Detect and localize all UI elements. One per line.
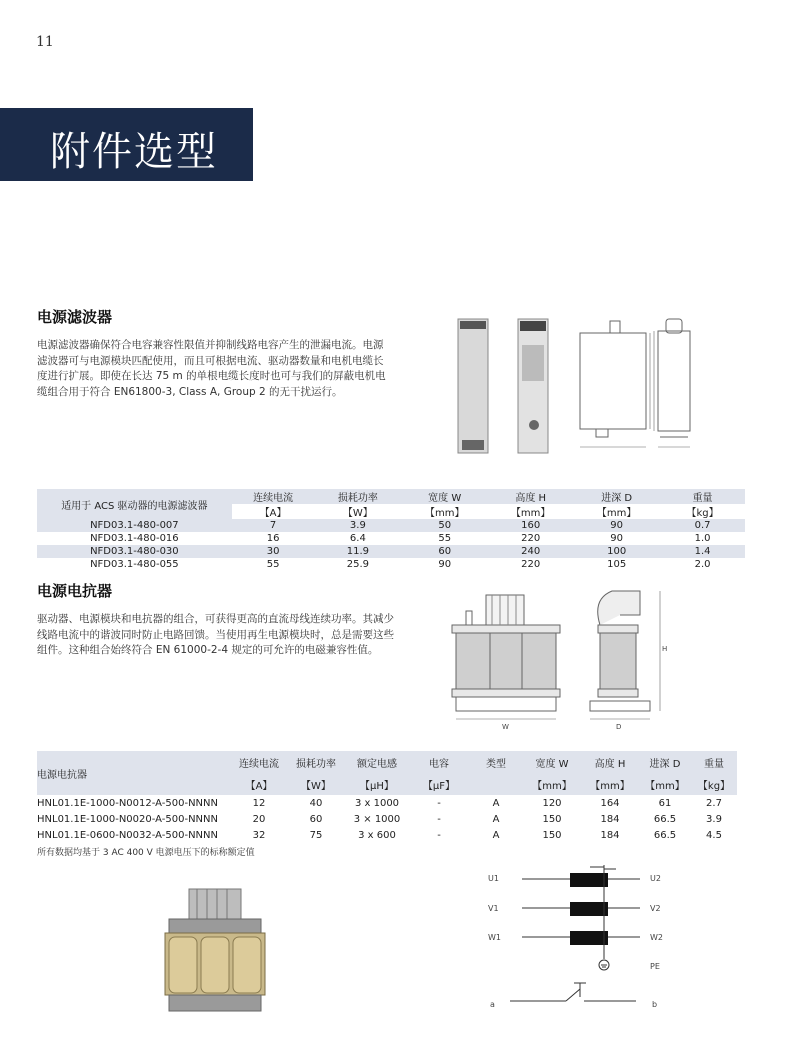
table-cell: 2.0 bbox=[694, 559, 711, 570]
table-cell: 105 bbox=[607, 559, 627, 570]
table-cell: 75 bbox=[309, 829, 323, 841]
filter-line: 滤波器可与电源模块匹配使用，而且可根据电流、驱动器数量和电机电缆长 bbox=[37, 354, 384, 367]
table-cell: 3.9 bbox=[706, 813, 722, 825]
table-cell: 66.5 bbox=[653, 829, 677, 841]
schematic-label-b: b bbox=[652, 1000, 658, 1009]
table-cell: 40 bbox=[309, 797, 323, 809]
footnote: 所有数据均基于 3 AC 400 V 电源电压下的标称额定值 bbox=[37, 848, 255, 858]
page-number: 11 bbox=[36, 34, 54, 50]
table-cell: 30 bbox=[266, 546, 280, 557]
schematic-label-a: a bbox=[490, 1000, 495, 1009]
reactor-table-header: 损耗功率 bbox=[296, 758, 336, 770]
reactor-table-unit: 【μH】 bbox=[360, 780, 394, 792]
reactor-heading: 电源电抗器 bbox=[37, 582, 113, 600]
filter-images bbox=[450, 315, 700, 460]
table-cell: 25.9 bbox=[346, 559, 369, 570]
filter-line: 电源滤波器确保符合电容兼容性限值并抑制线路电容产生的泄漏电流。电源 bbox=[37, 339, 384, 351]
table-row bbox=[37, 795, 737, 811]
filter-table-unit: 【mm】 bbox=[424, 508, 465, 519]
reactor-table-unit: 【μF】 bbox=[422, 780, 456, 792]
table-cell: 0.7 bbox=[694, 520, 711, 531]
table-cell: 55 bbox=[438, 533, 452, 544]
page-title: 附件选型 bbox=[50, 129, 218, 175]
table-cell: 3 × 1000 bbox=[353, 813, 401, 825]
filter-line: 度进行扩展。即使在长达 75 m 的单根电缆长度时也可与我们的屏蔽电机电 bbox=[37, 370, 386, 382]
schematic-label-w2: W2 bbox=[650, 933, 663, 942]
filter-photo-side bbox=[518, 319, 548, 453]
filter-table-header: 连续电流 bbox=[253, 493, 294, 504]
table-row bbox=[37, 519, 745, 532]
table-row bbox=[37, 558, 745, 571]
schematic-label-v2: V2 bbox=[650, 904, 661, 913]
table-cell: 3 x 1000 bbox=[354, 797, 400, 809]
reactor-table-header: 电容 bbox=[429, 758, 449, 770]
table-cell: A bbox=[492, 813, 500, 825]
reactor-table-header: 额定电感 bbox=[357, 758, 397, 770]
filter-table-unit: 【A】 bbox=[259, 508, 287, 519]
reactor-side-drawing bbox=[590, 591, 667, 731]
height-label: H bbox=[662, 645, 668, 653]
table-cell: 50 bbox=[438, 520, 452, 531]
table-cell: 4.5 bbox=[706, 829, 722, 841]
title-banner bbox=[0, 108, 253, 181]
table-cell: 90 bbox=[610, 533, 624, 544]
table-cell: - bbox=[437, 813, 441, 825]
depth-label: D bbox=[616, 723, 622, 731]
table-cell: 16 bbox=[266, 533, 280, 544]
table-cell: A bbox=[492, 829, 500, 841]
filter-table-unit: 【mm】 bbox=[510, 508, 551, 519]
table-cell: 220 bbox=[521, 533, 541, 544]
table-cell: 66.5 bbox=[653, 813, 677, 825]
reactor-table-unit: 【mm】 bbox=[645, 780, 685, 792]
table-cell: 6.4 bbox=[349, 533, 366, 544]
table-cell: 20 bbox=[252, 813, 266, 825]
table-cell: 90 bbox=[438, 559, 452, 570]
table-cell: 1.0 bbox=[694, 533, 711, 544]
table-cell: A bbox=[492, 797, 500, 809]
filter-model: NFD03.1-480-007 bbox=[90, 520, 179, 531]
filter-table-unit: 【kg】 bbox=[686, 508, 719, 519]
filter-line: 缆组合用于符合 EN61800-3, Class A, Group 2 的无干扰运行。 bbox=[37, 385, 343, 398]
reactor-table-unit: 【A】 bbox=[245, 780, 273, 792]
filter-model: NFD03.1-480-016 bbox=[90, 533, 179, 544]
schematic-label-u2: U2 bbox=[650, 874, 661, 883]
table-row bbox=[37, 827, 737, 843]
reactor-model: HNL01.1E-0600-N0032-A-500-NNNN bbox=[37, 829, 218, 841]
table-cell: 1.4 bbox=[694, 546, 711, 557]
filter-photo-front bbox=[458, 319, 488, 453]
schematic-coils bbox=[570, 873, 608, 945]
reactor-line: 线路电流中的谐波同时防止电路回馈。当使用再生电源模块时，总是需要这些 bbox=[37, 628, 394, 641]
reactor-model: HNL01.1E-1000-N0012-A-500-NNNN bbox=[37, 797, 218, 809]
filter-table bbox=[37, 489, 745, 571]
table-cell: 184 bbox=[600, 813, 620, 825]
reactor-table-unit: 【W】 bbox=[301, 780, 331, 792]
reactor-table bbox=[37, 751, 737, 843]
reactor-table-header: 连续电流 bbox=[239, 758, 279, 770]
filter-table-header: 宽度 W bbox=[428, 493, 462, 504]
table-cell: 55 bbox=[266, 559, 280, 570]
filter-model: NFD03.1-480-030 bbox=[90, 546, 179, 557]
reactor-model: HNL01.1E-1000-N0020-A-500-NNNN bbox=[37, 813, 218, 825]
filter-table-header: 进深 D bbox=[601, 493, 633, 504]
table-row bbox=[37, 532, 745, 545]
reactor-line: 驱动器、电源模块和电抗器的组合，可获得更高的直流母线连续功率。其减少 bbox=[37, 613, 394, 625]
table-row bbox=[37, 811, 737, 827]
filter-description bbox=[37, 338, 397, 400]
filter-table-unit: 【W】 bbox=[342, 508, 373, 519]
reactor-table-unit bbox=[469, 773, 523, 795]
filter-dimension-drawing-side bbox=[654, 319, 690, 447]
table-cell: 120 bbox=[542, 797, 562, 809]
table-cell: - bbox=[437, 797, 441, 809]
reactor-table-header: 高度 H bbox=[594, 758, 626, 770]
table-cell: 90 bbox=[610, 520, 624, 531]
reactor-table-unit: 【mm】 bbox=[532, 780, 572, 792]
reactor-table-header: 电源电抗器 bbox=[37, 769, 87, 781]
schematic-label-v1: V1 bbox=[488, 904, 499, 913]
table-cell: 160 bbox=[521, 520, 541, 531]
table-cell: - bbox=[437, 829, 441, 841]
reactor-photo bbox=[155, 885, 275, 1020]
reactor-table-header: 类型 bbox=[486, 758, 506, 770]
filter-table-header-row bbox=[37, 489, 745, 504]
table-cell: 60 bbox=[438, 546, 452, 557]
filter-table-header: 重量 bbox=[692, 493, 713, 504]
table-cell: 150 bbox=[542, 813, 562, 825]
table-cell: 3 x 600 bbox=[358, 829, 396, 841]
table-cell: 220 bbox=[521, 559, 541, 570]
reactor-front-drawing bbox=[452, 595, 560, 731]
filter-table-header: 适用于 ACS 驱动器的电源滤波器 bbox=[61, 500, 208, 512]
table-cell: 12 bbox=[252, 797, 266, 809]
filter-table-unit: 【mm】 bbox=[596, 508, 637, 519]
reactor-schematic bbox=[480, 865, 680, 1015]
table-cell: 164 bbox=[600, 797, 620, 809]
schematic-label-w1: W1 bbox=[488, 933, 501, 942]
table-cell: 61 bbox=[658, 797, 672, 809]
schematic-label-pe: PE bbox=[650, 962, 660, 971]
reactor-drawings bbox=[440, 585, 680, 733]
table-cell: 100 bbox=[607, 546, 627, 557]
filter-dimension-drawing-front bbox=[580, 321, 650, 447]
filter-heading: 电源滤波器 bbox=[37, 308, 113, 326]
table-cell: 184 bbox=[600, 829, 620, 841]
reactor-table-unit: 【kg】 bbox=[697, 780, 731, 792]
filter-model: NFD03.1-480-055 bbox=[90, 559, 179, 570]
reactor-line: 组件。这种组合始终符合 EN 61000-2-4 规定的可允许的电磁兼容性值。 bbox=[37, 644, 379, 656]
table-cell: 11.9 bbox=[346, 546, 369, 557]
table-cell: 60 bbox=[309, 813, 323, 825]
reactor-description bbox=[37, 612, 407, 659]
table-cell: 240 bbox=[521, 546, 541, 557]
filter-table-header: 损耗功率 bbox=[337, 493, 378, 504]
width-label: W bbox=[502, 723, 509, 731]
reactor-table-header-row bbox=[37, 751, 737, 773]
reactor-table-header: 进深 D bbox=[649, 758, 681, 770]
reactor-table-unit: 【mm】 bbox=[590, 780, 630, 792]
table-cell: 150 bbox=[542, 829, 562, 841]
table-cell: 32 bbox=[252, 829, 266, 841]
reactor-table-header: 宽度 W bbox=[535, 758, 569, 770]
table-cell: 7 bbox=[269, 520, 277, 531]
filter-table-header: 高度 H bbox=[515, 493, 547, 504]
reactor-table-header: 重量 bbox=[704, 758, 724, 770]
schematic-label-u1: U1 bbox=[488, 874, 499, 883]
table-cell: 2.7 bbox=[706, 797, 722, 809]
table-row bbox=[37, 545, 745, 558]
table-cell: 3.9 bbox=[349, 520, 366, 531]
